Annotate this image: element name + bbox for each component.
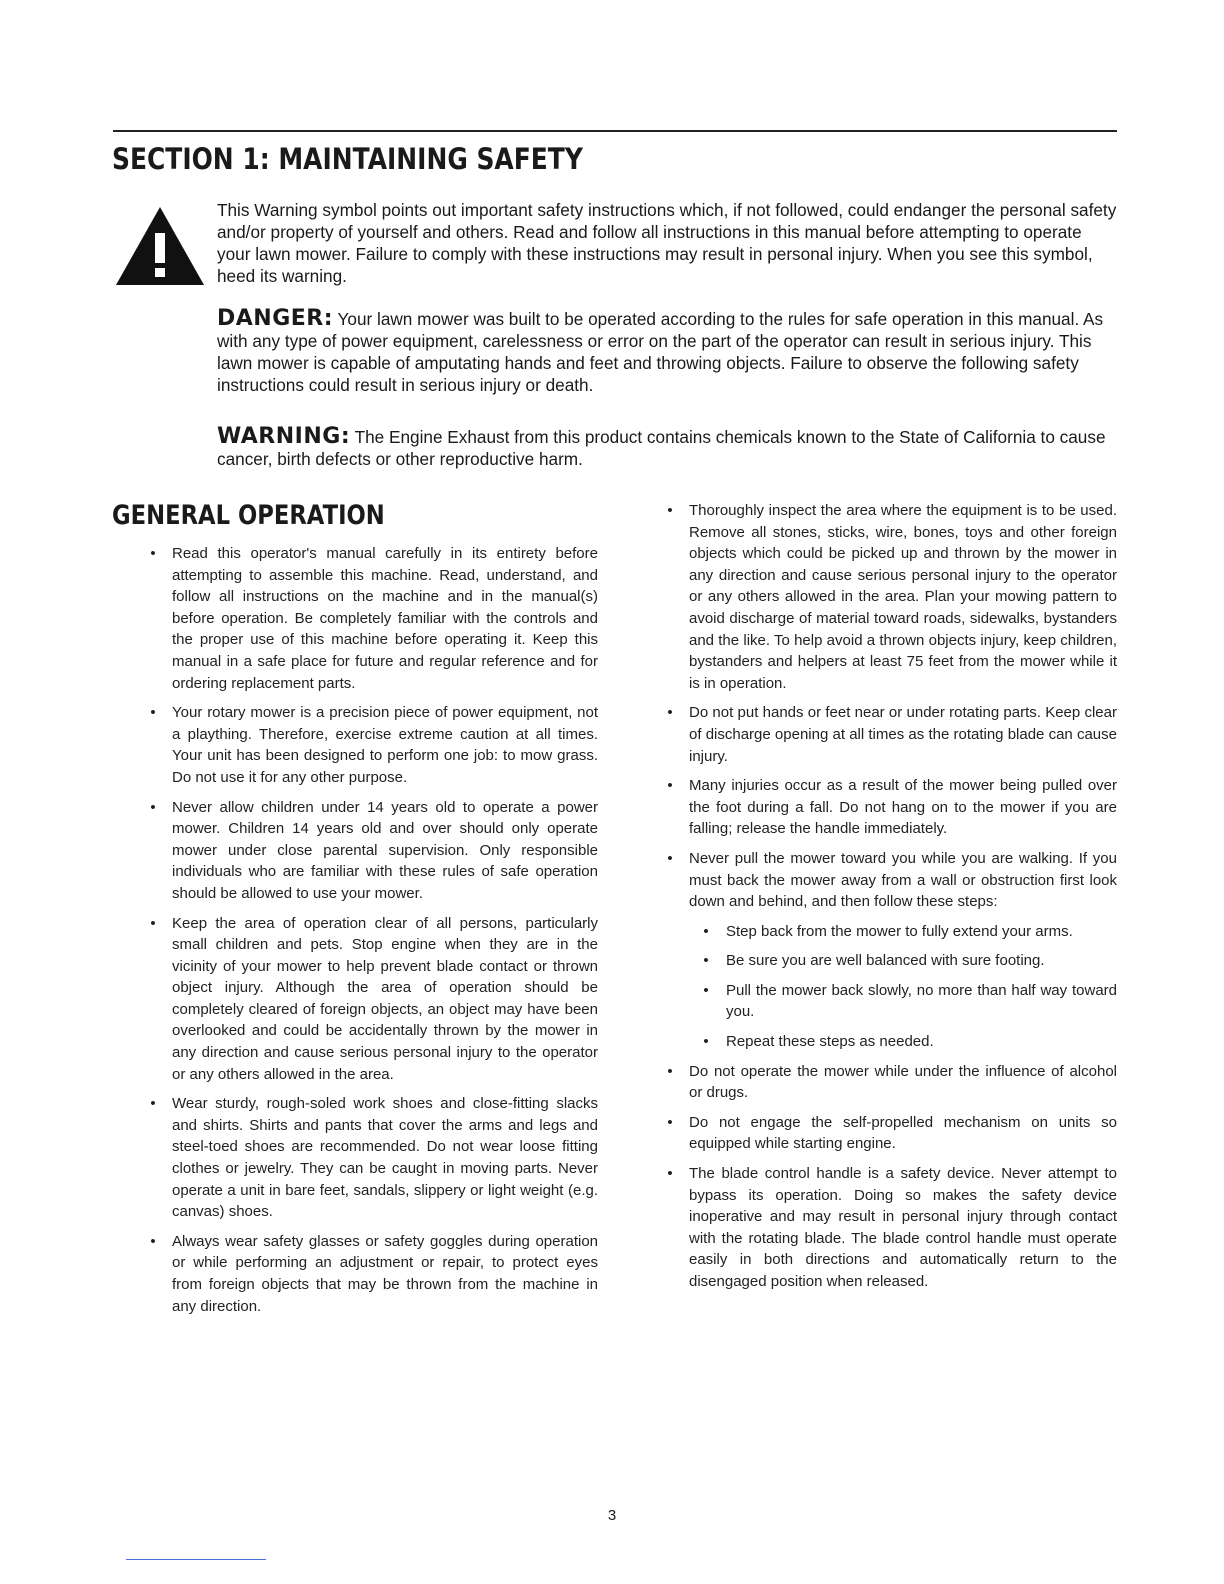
section-title: SECTION 1: MAINTAINING SAFETY (112, 142, 583, 176)
bullet-icon: • (667, 704, 673, 722)
bullet-icon: • (703, 952, 709, 970)
list-item: • Never allow children under 14 years old to operate a power mower. Children 14 years old and over should only operate mower under close parental supervision. Only responsible individuals who are familiar with these rules of safe operation should be allowed to use your mower. (148, 797, 598, 905)
top-rule (113, 130, 1117, 132)
list-item: • Always wear safety glasses or safety goggles during operation or while performing an adjustment or repair, to protect eyes from foreign objects that may be thrown from the machine in any direction. (148, 1231, 598, 1317)
bullet-icon: • (667, 1165, 673, 1183)
bullet-icon: • (703, 922, 709, 940)
right-column-list (665, 500, 1117, 1301)
list-item: • Wear sturdy, rough-soled work shoes and close-fitting slacks and shirts. Shirts and pants that cover the arms and legs and steel-toed shoes are recommended. Do not wear loose fitting clothes or jewelry. They can be caught in moving parts. Never operate a unit in bare feet, sandals, slippery or light weight (e.g. canvas) shoes. (148, 1093, 598, 1223)
list-item: • Do not engage the self-propelled mechanism on units so equipped while starting engine. (665, 1112, 1117, 1155)
bullet-icon: • (150, 1095, 156, 1113)
danger-notice (217, 308, 1117, 396)
warning-text: The Engine Exhaust from this product contains chemicals known to the State of California to cause cancer, birth defects or other reproductive harm. (217, 427, 1106, 469)
step-item: • Be sure you are well balanced with sure footing. (689, 950, 1117, 972)
step-item: • Repeat these steps as needed. (689, 1031, 1117, 1053)
list-item: • Do not put hands or feet near or under rotating parts. Keep clear of discharge opening at all times as the rotating blade can cause injury. (665, 702, 1117, 767)
list-item: • Do not operate the mower while under the influence of alcohol or drugs. (665, 1061, 1117, 1104)
left-column-list (148, 543, 598, 1325)
list-item: • The blade control handle is a safety device. Never attempt to bypass its operation. Doing so makes the safety device inoperative and may result in personal injury through contact with the rotating blade. The blade control handle must operate easily in both directions and automatically return to the disengaged position when released. (665, 1163, 1117, 1293)
warning-triangle-icon (114, 205, 206, 287)
steps-list (689, 921, 1117, 1053)
page-number: 3 (607, 1507, 617, 1524)
list-item: • Never pull the mower toward you while you are walking. If you must back the mower away from a wall or obstruction first look down and behind, and then follow these steps: • Step back from the mower to fully extend your arms. • Be sure you are well balanced with sure footing. • Pull the mower back slowly, no more than half way toward you. • Repeat these steps as needed. (665, 848, 1117, 1053)
bullet-icon: • (667, 502, 673, 519)
bullet-icon: • (150, 914, 156, 932)
danger-text: Your lawn mower was built to be operated according to the rules for safe operation in this manual. As with any type of power equipment, carelessness or error on the part of the operator can result in serious injury. This lawn mower is capable of amputating hands and feet and throwing objects. Failure to observe the following safety instructions could result in serious injury or death. (217, 309, 1104, 395)
bullet-icon: • (150, 545, 156, 562)
bullet-icon: • (667, 777, 673, 795)
danger-label: DANGER: (217, 306, 334, 331)
bullet-icon: • (667, 1113, 673, 1131)
bullet-icon: • (150, 704, 156, 722)
bullet-icon: • (667, 849, 673, 867)
list-item: • Your rotary mower is a precision piece of power equipment, not a plaything. Therefore, exercise extreme caution at all times. Your unit has been designed to perform one job: to mow grass. Do not use it for any other purpose. (148, 702, 598, 788)
bullet-icon: • (703, 981, 709, 999)
bullet-icon: • (150, 798, 156, 816)
bullet-icon: • (667, 1062, 673, 1080)
list-item: • Many injuries occur as a result of the mower being pulled over the foot during a fall. Do not hang on to the mower if you are falling; release the handle immediately. (665, 775, 1117, 840)
list-item: • Thoroughly inspect the area where the equipment is to be used. Remove all stones, sticks, wire, bones, toys and other foreign objects which could be picked up and thrown by the mower in any direction and cause serious personal injury to the operator or any others allowed in the area. Plan your mowing pattern to avoid discharge of material toward roads, sidewalks, bystanders and the like. To help avoid a thrown objects injury, keep children, bystanders and helpers at least 75 feet from the mower while it is in operation. (665, 500, 1117, 694)
bullet-icon: • (150, 1232, 156, 1250)
step-item: • Step back from the mower to fully extend your arms. (689, 921, 1117, 943)
bottom-rule (126, 1559, 266, 1560)
list-item: • Keep the area of operation clear of all persons, particularly small children and pets. Stop engine when they are in the vicinity of your mower to help prevent blade contact or thrown object injury. Although the area of operation should be completely cleared of foreign objects, an object may have been overlooked and could be accidentally thrown by the mower in any direction and cause serious personal injury to the operator or any others allowed in the area. (148, 913, 598, 1086)
step-item: • Pull the mower back slowly, no more than half way toward you. (689, 980, 1117, 1023)
warning-notice (217, 426, 1117, 470)
warning-label: WARNING: (217, 424, 351, 449)
intro-paragraph: This Warning symbol points out important safety instructions which, if not followed, could endanger the personal safety and/or property of yourself and others. Read and follow all instructions in this manual before attempting to operate your lawn mower. Failure to comply with these instructions may result in personal injury. When you see this symbol, heed its warning. (217, 200, 1117, 286)
bullet-icon: • (703, 1033, 709, 1051)
general-operation-title: GENERAL OPERATION (112, 500, 385, 531)
list-item: • Read this operator's manual carefully in its entirety before attempting to assemble this machine. Read, understand, and follow all instructions on the machine and in the manual(s) before operation. Be completely familiar with the controls and the proper use of this machine before operating it. Keep this manual in a safe place for future and regular reference and for ordering replacement parts. (148, 543, 598, 694)
